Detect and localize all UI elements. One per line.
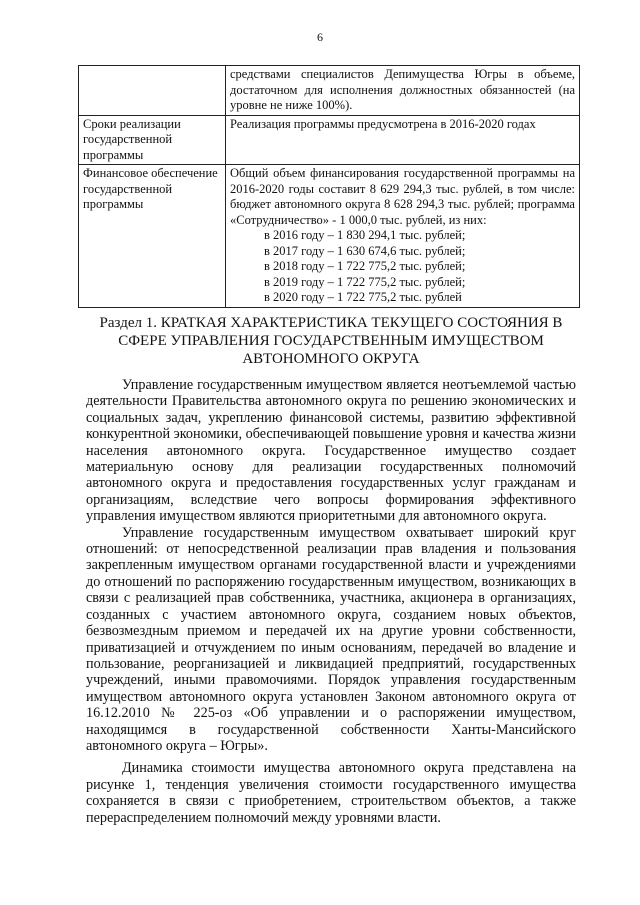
- financing-year-item: в 2020 году – 1 722 775,2 тыс. рублей: [264, 290, 462, 304]
- table-cell-value: средствами специалистов Депимущества Югры в объеме, достаточном для исполнения должностных обязанностей (на уровне не ниже 100%).: [226, 66, 580, 116]
- table-cell-label: Финансовое обеспечение государственной программы: [79, 165, 226, 308]
- section-title: Раздел 1. КРАТКАЯ ХАРАКТЕРИСТИКА ТЕКУЩЕГО СОСТОЯНИЯ В СФЕРЕ УПРАВЛЕНИЯ ГОСУДАРСТВЕННЫМ ИМУЩЕСТВОМ АВТОНОМНОГО ОКРУГА: [99, 315, 563, 367]
- page-number: 6: [317, 30, 323, 44]
- table-cell-financing: [226, 165, 580, 308]
- paragraph: Управление государственным имуществом является неотъемлемой частью деятельности Правительства автономного округа по решению экономических и социальных задач, укреплению финансовой системы, развитию эффективной конкурентной экономики, обеспечивающей повышение уровня и качества жизни населения автономного округа. Государственное имущество создает материальную основу для реализации государственных полномочий автономного округа и предоставления государственных услуг гражданам и организациям, вследствие чего вопросы формирования эффективного управления имуществом являются приоритетными для автономного округа.: [86, 377, 576, 525]
- financing-year-item: в 2018 году – 1 722 775,2 тыс. рублей;: [264, 259, 466, 273]
- paragraph: Управление государственным имуществом охватывает широкий круг отношений: от непосредственной реализации прав владения и пользования закрепленным имуществом органами государственной власти и учреждениями до отношений по распоряжению государственным имуществом, возникающих в связи с реализацией прав собственника, участника, акционера в организациях, созданных с участием автономного округа, созданием новых объектов, безвозмездным приемом и передачей их на другие уровни собственности, приватизацией и отчуждением по иным основаниям, передачей во владение и пользование, реорганизацией и ликвидацией предприятий, государственных учреждений, иными правомочиями. Порядок управления государственным имуществом автономного округа установлен Законом автономного округа от 16.12.2010 № 225-оз «Об управлении и о распоряжении имуществом, находящимся в государственной собственности Ханты-Мансийского автономного округа – Югры».: [86, 524, 576, 754]
- table-row: [79, 115, 580, 165]
- financing-intro: Общий объем финансирования государственной программы на 2016-2020 годы составит 8 629 294,3 тыс. рублей, в том числе: бюджет автономного округа 8 628 294,3 тыс. рублей; программа «Сотрудничество» - 1 000,0 тыс. рублей, из них:: [230, 166, 575, 227]
- financing-year-item: в 2017 году – 1 630 674,6 тыс. рублей;: [264, 243, 466, 258]
- program-passport-table: [78, 65, 580, 308]
- financing-year-item: в 2019 году – 1 722 775,2 тыс. рублей;: [264, 274, 466, 289]
- body-text: [86, 377, 576, 826]
- paragraph: Динамика стоимости имущества автономного округа представлена на рисунке 1, тенденция увеличения стоимости государственного имущества сохраняется в связи с приобретением, строительством объектов, а также перераспределением полномочий между уровнями власти.: [86, 760, 576, 826]
- table-cell-label: Сроки реализации государственной программы: [79, 115, 226, 165]
- table-row: [79, 165, 580, 308]
- table-row: [79, 66, 580, 116]
- table-cell-label: [79, 66, 226, 116]
- table-cell-value: Реализация программы предусмотрена в 2016-2020 годах: [226, 115, 580, 165]
- financing-year-item: в 2016 году – 1 830 294,1 тыс. рублей;: [264, 228, 466, 242]
